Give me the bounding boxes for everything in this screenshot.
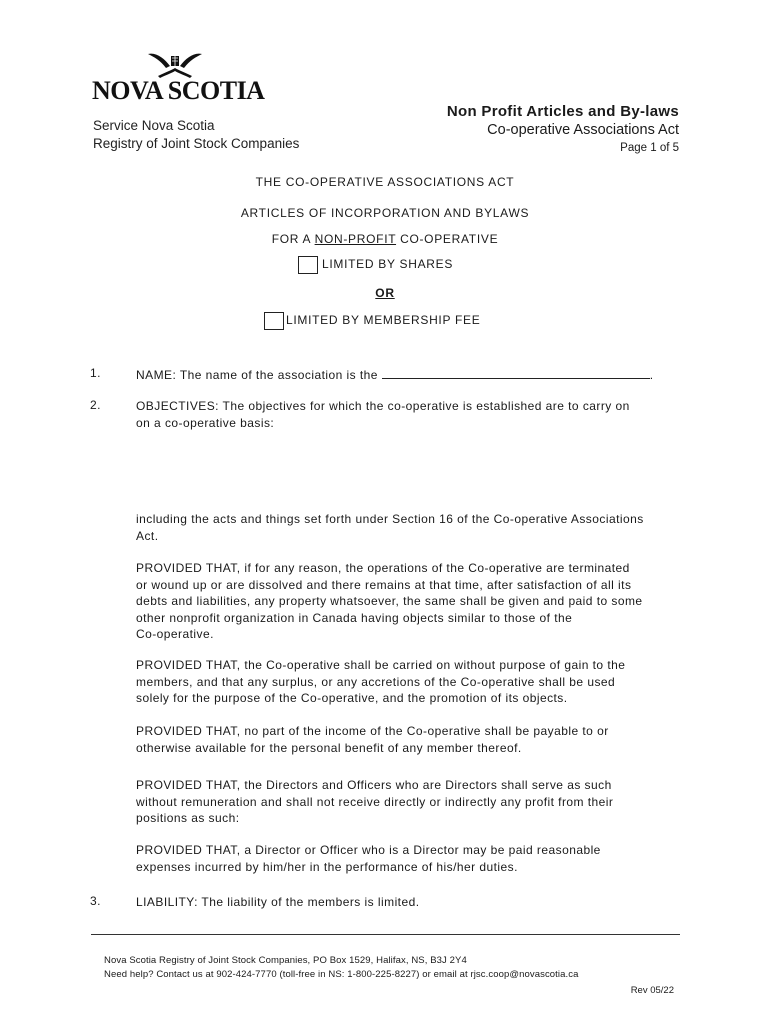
proviso-line: PROVIDED THAT, no part of the income of the Co-operative shall be payable to or: [136, 724, 609, 738]
name-clause: [136, 366, 681, 384]
item-number-1: 1.: [90, 366, 101, 380]
heading-nonprofit: NON-PROFIT: [314, 232, 397, 246]
heading-suffix: CO-OPERATIVE: [396, 232, 499, 246]
proviso-dissolution: [136, 560, 681, 643]
proviso-line: debts and liabilities, any property whatsoever, the same shall be given and paid to some: [136, 594, 643, 609]
proviso-line: or wound up or are dissolved and there remains at that time, after satisfaction of all its: [136, 577, 632, 592]
objectives-clause: [136, 398, 681, 431]
option-limited-by-membership-fee[interactable]: [264, 312, 480, 330]
membership-fee-label: LIMITED BY MEMBERSHIP FEE: [286, 313, 481, 328]
objectives-input-area[interactable]: [136, 436, 681, 506]
org-registry: Registry of Joint Stock Companies: [93, 136, 300, 151]
shares-label: LIMITED BY SHARES: [322, 257, 454, 272]
item-number-3: 3.: [90, 894, 101, 908]
proviso-no-gain: [136, 657, 681, 707]
or-separator: [0, 286, 770, 300]
proviso-line: other nonprofit organization in Canada having objects similar to those of the: [136, 610, 573, 625]
name-label: NAME: The name of the association is the: [136, 368, 378, 382]
act-heading: THE CO-OPERATIVE ASSOCIATIONS ACT: [255, 175, 515, 189]
proviso-line: PROVIDED THAT, if for any reason, the operations of the Co-operative are terminated: [136, 561, 630, 575]
name-period: .: [649, 368, 654, 382]
logo-wordmark: NOVA SCOTIA: [92, 76, 265, 105]
proviso-line: PROVIDED THAT, the Co-operative shall be carried on without purpose of gain to the: [136, 658, 626, 672]
footer-contact: Need help? Contact us at 902-424-7770 (toll-free in NS: 1-800-225-8227) or email at rjsc.coop@novascotia.ca: [104, 969, 579, 980]
proviso-line: members, and that any surplus, or any accretions of the Co-operative shall be used: [136, 674, 616, 689]
association-name-field[interactable]: [382, 366, 650, 379]
including-line: including the acts and things set forth under Section 16 of the Co-operative Associations: [136, 512, 644, 526]
nova-scotia-logo: [92, 50, 278, 106]
proviso-line: without remuneration and shall not receive directly or indirectly any profit from their: [136, 794, 614, 809]
nonprofit-heading: [0, 232, 770, 246]
page-indicator: Page 1 of 5: [620, 142, 679, 154]
proviso-expenses: [136, 842, 681, 875]
document-title: Non Profit Articles and By-laws: [446, 103, 679, 120]
option-limited-by-shares[interactable]: [298, 256, 453, 274]
including-clause: [136, 511, 681, 544]
heading-prefix: FOR A: [271, 232, 315, 246]
proviso-line: positions as such:: [136, 811, 240, 826]
document-subtitle: Co-operative Associations Act: [487, 122, 679, 138]
including-line: Act.: [136, 528, 159, 543]
liability-clause: LIABILITY: The liability of the members is limited.: [136, 895, 420, 909]
shares-checkbox[interactable]: [298, 256, 318, 274]
footer-divider: [91, 934, 680, 935]
org-name: Service Nova Scotia: [93, 118, 215, 133]
objectives-line: OBJECTIVES: The objectives for which the co-operative is established are to carry on: [136, 399, 630, 413]
proviso-line: PROVIDED THAT, a Director or Officer who is a Director may be paid reasonable: [136, 843, 601, 857]
articles-heading: ARTICLES OF INCORPORATION AND BYLAWS: [240, 206, 530, 220]
proviso-directors: [136, 777, 681, 827]
item-number-2: 2.: [90, 398, 101, 412]
objectives-line: on a co-operative basis:: [136, 415, 275, 430]
proviso-income: [136, 723, 681, 756]
membership-fee-checkbox[interactable]: [264, 312, 284, 330]
footer-address: Nova Scotia Registry of Joint Stock Companies, PO Box 1529, Halifax, NS, B3J 2Y4: [104, 955, 467, 966]
proviso-line: otherwise available for the personal benefit of any member thereof.: [136, 740, 522, 755]
revision-label: Rev 05/22: [630, 985, 674, 996]
or-text: OR: [375, 286, 395, 300]
proviso-line: expenses incurred by him/her in the performance of his/her duties.: [136, 859, 518, 874]
proviso-line: Co-operative.: [136, 627, 214, 642]
proviso-line: solely for the purpose of the Co-operative, and the promotion of its objects.: [136, 691, 568, 706]
proviso-line: PROVIDED THAT, the Directors and Officers who are Directors shall serve as such: [136, 778, 612, 792]
